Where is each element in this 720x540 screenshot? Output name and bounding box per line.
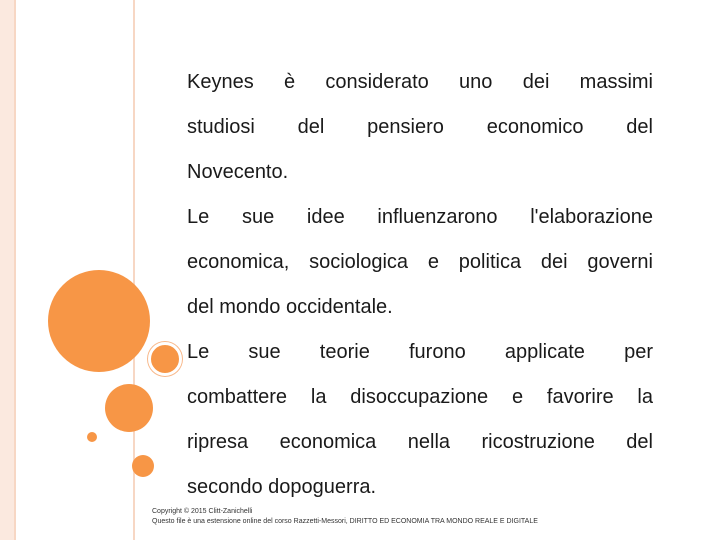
paragraph-line: Le sue teorie furono applicate per [187, 341, 653, 363]
paragraph-line: Le sue idee influenzarono l'elaborazione [187, 206, 653, 228]
tiny-circle-decoration [87, 432, 97, 442]
paragraph-2 [187, 195, 653, 330]
left-border-strip [0, 0, 14, 540]
paragraph-line: ripresa economica nella ricostruzione del [187, 431, 653, 453]
paragraph-line: studiosi del pensiero economico del [187, 116, 653, 138]
slide-body [187, 60, 653, 510]
paragraph-line: Novecento. [187, 161, 289, 183]
frame-line-1 [14, 0, 16, 540]
copyright-footer [152, 507, 538, 527]
paragraph-line: combattere la disoccupazione e favorire la [187, 386, 653, 408]
large-circle-decoration [48, 270, 150, 372]
copyright-line: Copyright © 2015 Clitt-Zanichelli [152, 508, 253, 515]
paragraph-line: economica, sociologica e politica dei governi [187, 251, 653, 273]
paragraph-line: Keynes è considerato uno dei massimi [187, 71, 653, 93]
paragraph-line: del mondo occidentale. [187, 296, 393, 318]
paragraph-1 [187, 60, 653, 195]
circle-decoration-3 [105, 384, 153, 432]
small-circle-decoration [132, 455, 154, 477]
course-credit-line: Questo file è una estensione online del corso Razzetti-Messori, DIRITTO ED ECONOMIA TRA MONDO REALE E DIGITALE [152, 518, 538, 525]
paragraph-3 [187, 330, 653, 510]
paragraph-line: secondo dopoguerra. [187, 476, 377, 498]
medium-circle-decoration [148, 342, 182, 376]
